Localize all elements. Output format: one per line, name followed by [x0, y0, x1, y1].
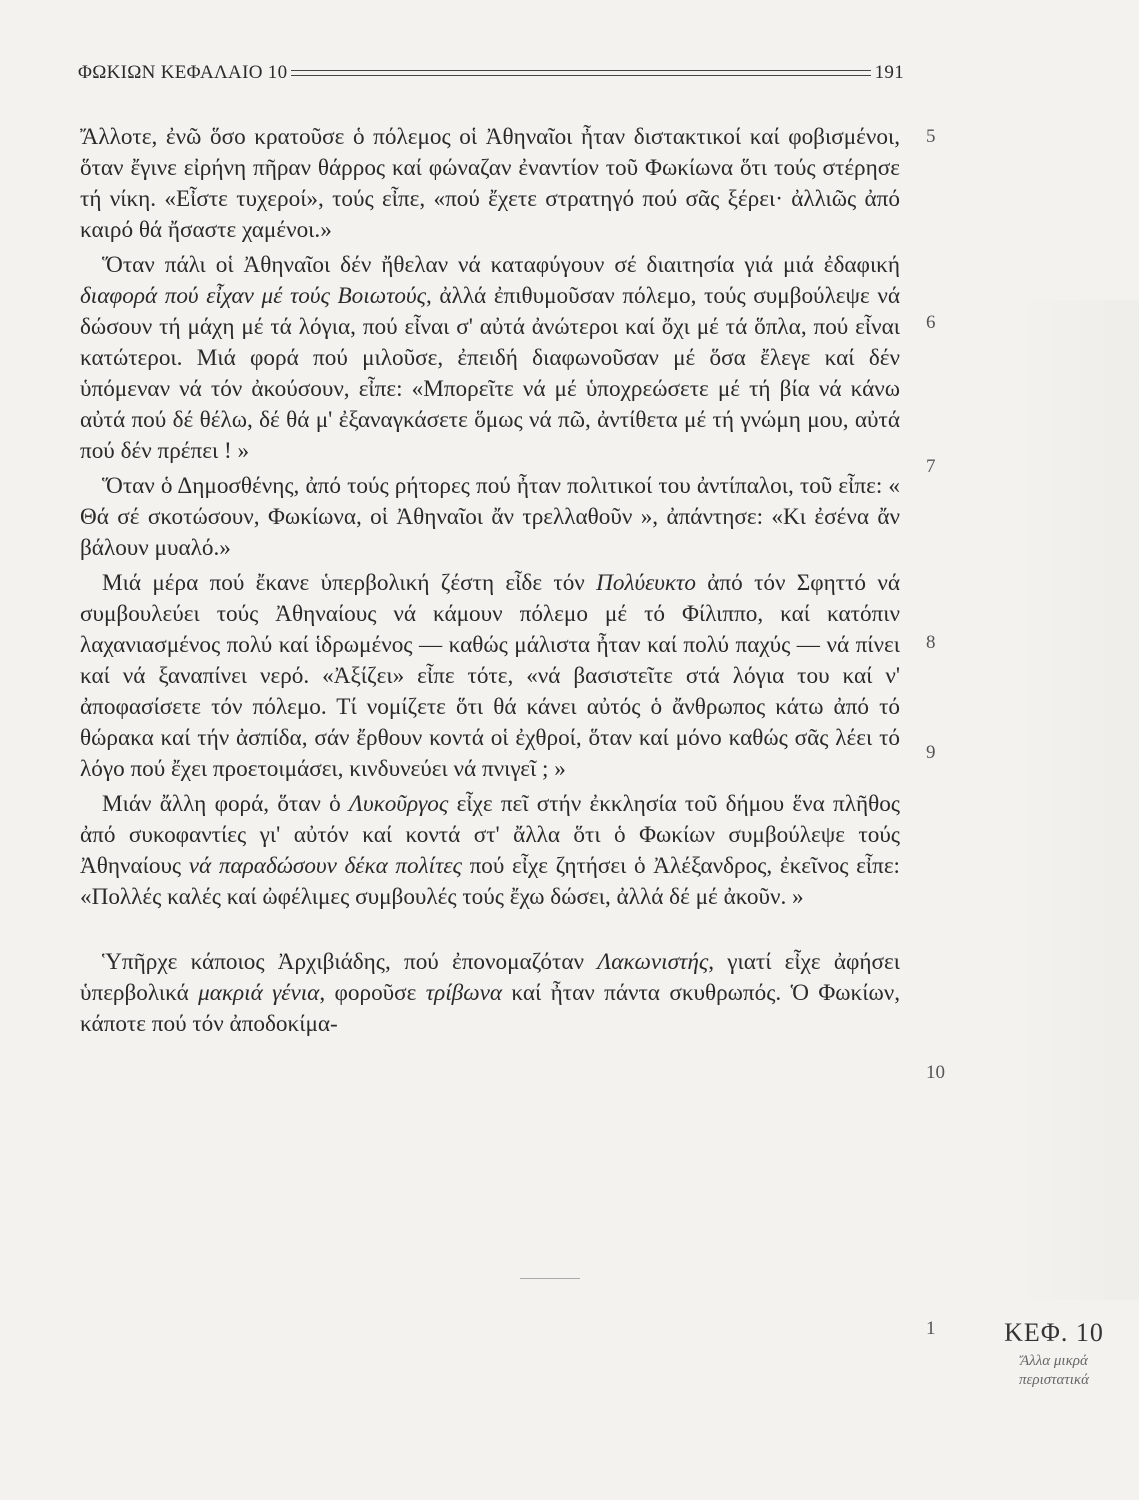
- paragraph-6: Ὑπῆρχε κάποιος Ἀρχιβιάδης, πού ἐπονομαζόταν Λακωνιστής, γιατί εἶχε ἀφήσει ὑπερβολικά μακριά γένια, φοροῦσε τρίβωνα καί ἦταν πάντα σκυθρωπός. Ὁ Φωκίων, κάποτε πού τόν ἀποδοκίμα-: [80, 949, 900, 1037]
- section-divider: [520, 1278, 580, 1279]
- section-number: 8: [926, 632, 936, 653]
- paragraph-1: Ἄλλοτε, ἐνῶ ὅσο κρατοῦσε ὁ πόλεμος οἱ Ἀθηναῖοι ἦταν διστακτικοί καί φοβισμένοι, ὅταν ἔγινε εἰρήνη πῆραν θάρρος καί φώναζαν ἐναντίον τοῦ Φωκίωνα ὅτι τούς στέρησε τή νίκη. «Εἶστε τυχεροί», τούς εἶπε, «πού ἔχετε στρατηγό πού σᾶς ξέρει· ἀλλιῶς ἀπό καιρό θά ἤσαστε χαμένοι.»: [80, 124, 900, 243]
- section-number: 5: [926, 126, 936, 147]
- section-number: 6: [926, 312, 936, 333]
- section-number: 9: [926, 742, 936, 763]
- section-number: 1: [926, 1318, 936, 1339]
- page-number: 191: [874, 62, 904, 83]
- body-text: [80, 122, 900, 1044]
- running-title: ΦΩΚΙΩΝ ΚΕΦΑΛΑΙΟ 10: [78, 62, 288, 83]
- paragraph-3: Ὅταν ὁ Δημοσθένης, ἀπό τούς ρήτορες πού ἦταν πολιτικοί του ἀντίπαλοι, τοῦ εἶπε: « Θά σέ σκοτώσουν, Φωκίωνα, οἱ Ἀθηναῖοι ἄν τρελλαθοῦν », ἀπάντησε: «Κι ἐσένα ἄν βάλουν μυαλό.»: [80, 473, 900, 561]
- section-number: 10: [926, 1062, 945, 1083]
- page-edge-shadow: [1010, 300, 1139, 1300]
- margin-note: [984, 1318, 1124, 1390]
- paragraph-5: Μιάν ἄλλη φορά, ὅταν ὁ Λυκοῦργος εἶχε πεῖ στήν ἐκκλησία τοῦ δήμου ἕνα πλῆθος ἀπό συκοφαντίες γι' αὐτόν καί κοντά στ' ἄλλα ὅτι ὁ Φωκίων συμβούλεψε τούς Ἀθηναίους νά παραδώσουν δέκα πολίτες πού εἶχε ζητήσει ὁ Ἀλέξανδρος, ἐκεῖνος εἶπε: «Πολλές καλές καί ὠφέλιμες συμβουλές τούς ἔχω δώσει, ἀλλά δέ μέ ἀκοῦν. »: [80, 791, 901, 910]
- margin-note-title: ΚΕΦ. 10: [1004, 1318, 1104, 1347]
- paragraph-2: Ὅταν πάλι οἱ Ἀθηναῖοι δέν ἤθελαν νά καταφύγουν σέ διαιτησία γιά μιά ἐδαφική διαφορά πού εἶχαν μέ τούς Βοιωτούς, ἀλλά ἐπιθυμοῦσαν πόλεμο, τούς συμβούλεψε νά δώσουν τή μάχη μέ τά λόγια, πού εἶναι σ' αὐτά ἀνώτεροι καί ὄχι μέ τά ὅπλα, πού εἶναι κατώτεροι. Μιά φορά πού μιλοῦσε, ἐπειδή διαφωνοῦσαν μέ ὅσα ἔλεγε καί δέν ὑπόμεναν νά τόν ἀκούσουν, εἶπε: «Μπορεῖτε νά μέ ὑποχρεώσετε μέ τή βία νά κάνω αὐτά πού δέ θέλω, δέ θά μ' ἐξαναγκάσετε ὅμως νά πῶ, ἀντίθετα μέ τή γνώμη μου, αὐτά πού δέν πρέπει ! »: [80, 252, 900, 464]
- margin-note-subtitle: Ἄλλα μικρά περιστατικά: [1018, 1353, 1090, 1388]
- paragraph-4: Μιά μέρα πού ἔκανε ὑπερβολική ζέστη εἶδε τόν Πολύευκτο ἀπό τόν Σφηττό νά συμβουλεύει τούς Ἀθηναίους νά κάμουν πόλεμο μέ τό Φίλιππο, καί κατόπιν λαχανιασμένος πολύ καί ἱδρωμένος — καθώς μάλιστα ἦταν καί πολύ παχύς — νά πίνει καί νά ξαναπίνει νερό. «Ἀξίζει» εἶπε τότε, «νά βασιστεῖτε στά λόγια του καί ν' ἀποφασίσετε τόν πόλεμο. Τί νομίζετε ὅτι θά κάνει αὐτός ὁ ἄνθρωπος κάτω ἀπό τό θώρακα καί τήν ἀσπίδα, σάν ἔρθουν κοντά οἱ ἐχθροί, ὅταν καί μόνο καθώς σᾶς λέει τό λόγο πού ἔχει προετοιμάσει, κινδυνεύει νά πνιγεῖ ; »: [80, 570, 900, 782]
- section-number: 7: [926, 456, 936, 477]
- header-rule: [291, 70, 870, 76]
- running-header: [78, 58, 904, 88]
